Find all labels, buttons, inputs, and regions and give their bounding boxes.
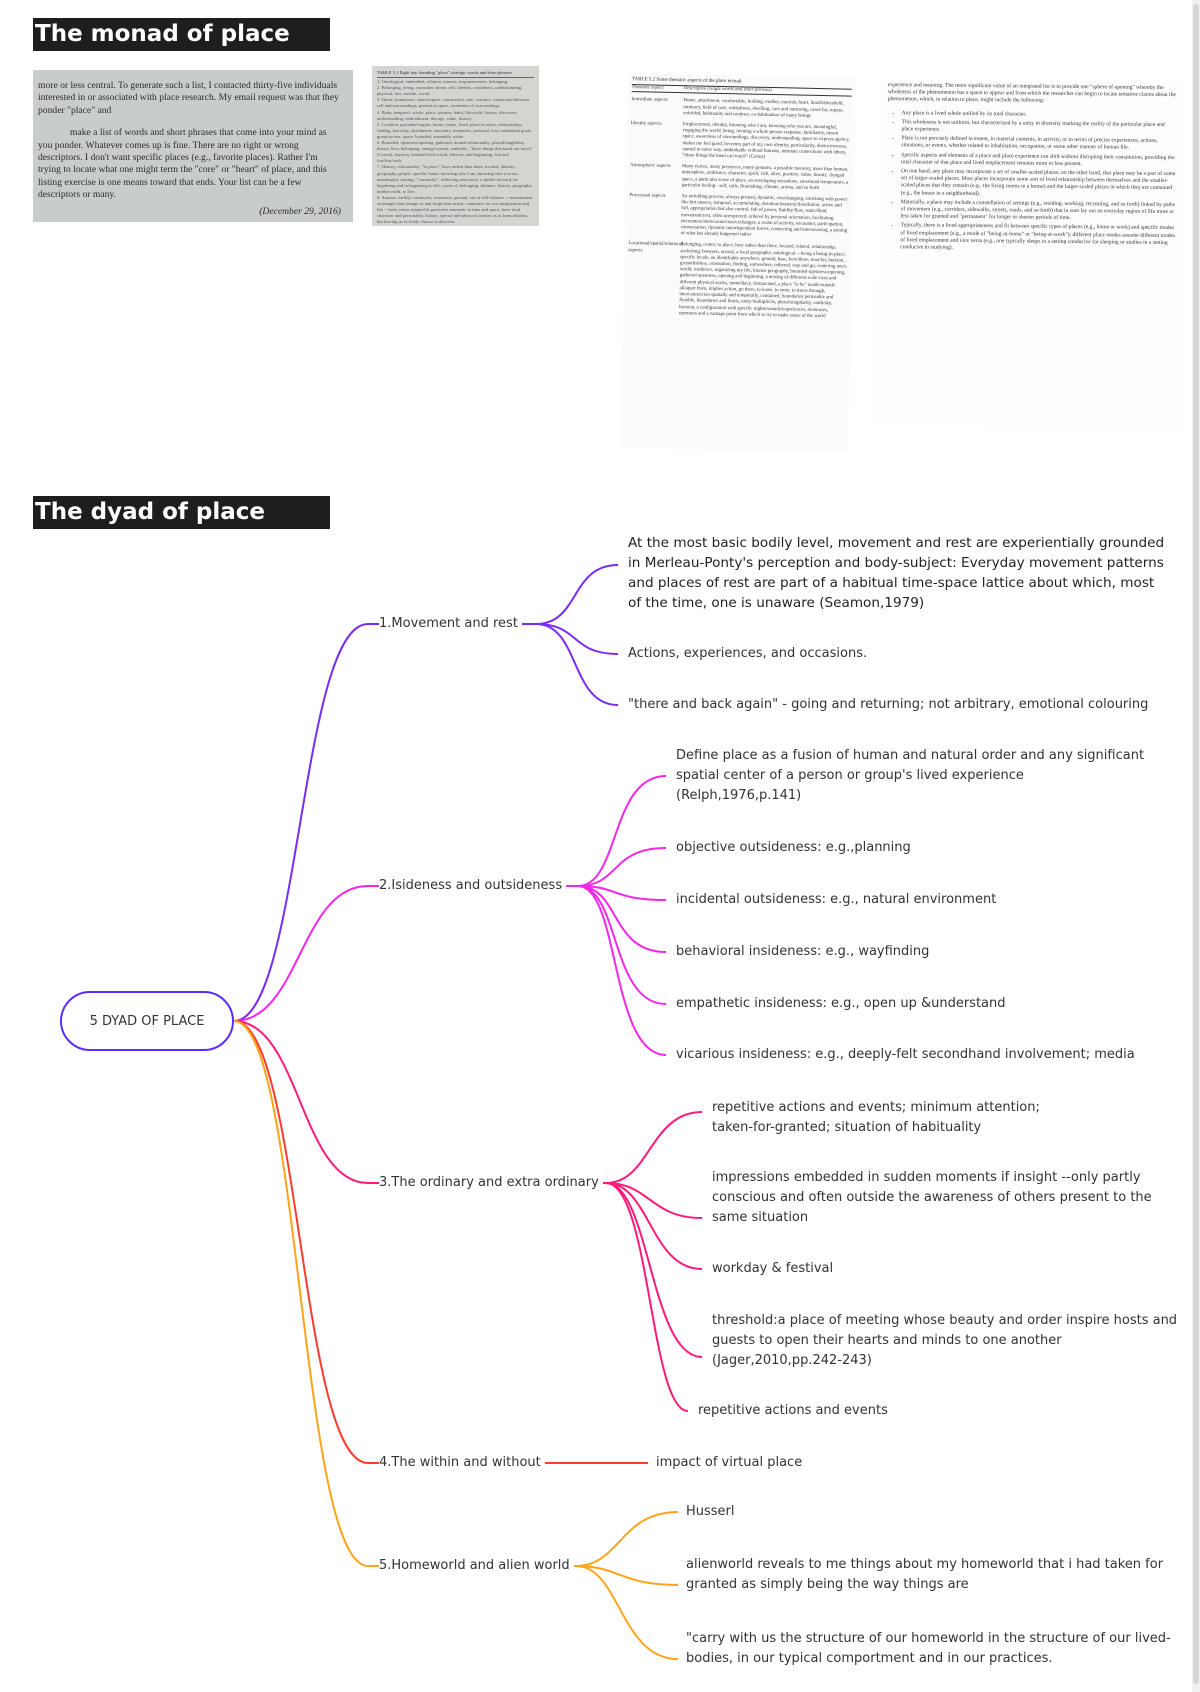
leaf-ordinary-1[interactable]: repetitive actions and events; minimum attention; taken-for-granted; situation of habituality — [712, 1100, 1040, 1135]
table-row-text: Emplacement, identity, knowing who I am, knowing who you are, meaningful, engaging the world, being, inviting a whole-person response, familiarity, meant space, awareness of surroundings, discovery, understanding, space to express agency, makes me feel good, becomes part of my own identity, particularity, distinctiveness, named in some way, unthinkable without humans, intimate connections with others, "those things the hand can touch" (Cortez) — [682, 122, 850, 160]
connector-root-branch2 — [234, 886, 368, 1021]
branch-label-ordinary-extraordinary[interactable]: 3.The ordinary and extra ordinary — [379, 1173, 603, 1193]
connector-branch1-child2 — [536, 624, 618, 654]
photo1-paragraph-1: more or less central. To generate such a list, I contacted thirty-five individuals interested in or associated with place research. My email request was that they ponder "place" and — [38, 80, 339, 116]
photo3-col2-head: Descriptive (single words and short phrases) — [683, 86, 772, 94]
table-row-text: Home, attachment, comfortable, holding, mother, nourish, heart, hearth/threshold, intimacy, field of care, settledness, dwelling, care and nurturing, cared for, repose, enfolded, habituality and routines, co-habituation of many beings — [683, 98, 844, 119]
connector-branch5-child3 — [576, 1566, 678, 1659]
connector-branch2-child2 — [578, 848, 666, 886]
photo2-line: 4. Body, temporal, whole, place, journey, habit, lifeworld, history, discovery, understanding, embodiment, therapy, value, history. — [377, 109, 518, 121]
list-item: • Specific aspects and elements of a place and place experience can shift without disrupting their constitution, providing the total character of that place and lived emplacement remains more or less present. — [901, 152, 1177, 169]
branch-label-within-without[interactable]: 4.The within and without — [379, 1453, 545, 1473]
table-row — [630, 121, 851, 163]
table-row-label: Processual aspects — [629, 193, 666, 199]
connector-branch2-child5 — [578, 886, 666, 1004]
leaf-homeworld-2[interactable]: alienworld reveals to me things about my homeworld that i had taken for granted as simply being the way things are — [686, 1557, 1164, 1592]
leaf-ordinary-3[interactable]: workday & festival — [712, 1261, 834, 1276]
connector-branch3-child4 — [606, 1183, 702, 1357]
connector-root-branch4 — [234, 1021, 368, 1463]
photo2-line: 8. Anyone, earthly, continuity, resonance, ground, out of self-reliance -- nourishment exchanges that change us and shape thus much, containers for our imagination and life -- body exists situated in particular moments in time and space, have local character and personality, history, special and physical, invites us to form relation, but leaving us to freely choose to discover. — [377, 194, 533, 225]
connector-branch2-child1 — [578, 776, 666, 886]
table-row-text: Many voices, many presences, many gestures, a possible memory, more than human, atmosphere, ambience, character, spirit, rich, alive, positive, value, beauty, charged space, a particular sense of place, an enveloping sensations, emotional temperature, a particular feeling - self, calls, flourishing, climate, aroma, and so forth — [681, 164, 849, 191]
mindmap-root-node[interactable]: 5 DYAD OF PLACE — [60, 991, 234, 1051]
list-item: • Any place is a lived whole unified by its total character. — [902, 110, 1178, 120]
leaf-ordinary-5[interactable]: repetitive actions and events — [698, 1403, 888, 1418]
leaf-insideness-5[interactable]: empathetic insideness: e.g., open up &understand — [676, 996, 1006, 1011]
connector-root-branch5 — [234, 1021, 368, 1566]
list-item: • This wholeness is not uniform, but characterized by a unity in diversity marking the reality of the particular place and place experience. — [901, 119, 1177, 136]
table-row-label: Immediate aspects — [631, 97, 668, 104]
list-item: • Materially, a place may include a constellation of settings (e.g., residing, working, recreating, and so forth) linked by paths of movement (e.g., corridors, sidewalks, streets, roads, and so forth) that in sum lay out an everyday region of life more or less taken for granted and "permanent" for longer or shorter periods of time. — [901, 199, 1177, 223]
photo2-line: 7. History, relationality, "to place," have ardent than three, located, identity, geography, people, specific home, knowing who I am, knowing who you are, meaningful, rooting, "constantly", reflecting and mood, a shelter forward, be beginning and in-beginning to life, a part of, belonging, distance, history, geography, mother earth, to live. — [377, 164, 533, 194]
book-page-photo-1[interactable] — [33, 70, 353, 222]
connector-root-branch3 — [234, 1021, 368, 1183]
table-row-text: Belonging, center, to place, here rather than there, located, related, relationship, anchoring, between, arrival, a local geography, ontological -- being a being-in-place, specific locale, an identifiable anywhere, ground, base, here/there, near/far, horizon, groundedness, orientation, finding, somewhere, tethered, stay and go, centering one's world, residence, organizing my life, known geography, bounded-openness/opening, gathered openness, opening and beginning, a nesting of different scale sizes and different physical scales, immediacy, demarcated, a place "to be" inside/outside all/apart from, implies action, go there, to leave, to enter, to move through, interconnection spatially and temporally, contained, boundaries permeable and flexible, boundaries and limits, unity/multiplicity, plural/singularity, earth/sky, horizon, a configuration with specific nights/sounds/experiences, memories, openness and a vantage point from which to try to make sense of the world — [678, 242, 847, 319]
photo2-line: 1. Ontological, embedded, relation, interest, responsiveness, belonging. — [377, 79, 509, 85]
connector-branch2-child6 — [578, 886, 666, 1055]
connector-branch3-child1 — [606, 1112, 702, 1183]
leaf-within-without-1[interactable]: impact of virtual place — [656, 1455, 803, 1470]
scrollbar-thumb[interactable] — [1193, 4, 1199, 1684]
list-item: • Typically, there is a lived appropriateness and fit between specific types of places (e.g., home or work) and specific modes of lived emplacement (e.g., a mode of "being-at-home" or "being-at-work"); different place modes assume different modes of lived emplacement and vice versa (e.g., one typically sleeps in a setting conducive for sleeping or studies in a setting conducive to studying). — [900, 223, 1176, 255]
photo1-date: (December 29, 2016) — [259, 205, 341, 217]
leaf-ordinary-4[interactable]: threshold:a place of meeting whose beauty and order inspire hosts and guests to open their hearts and minds to one another (Jager,2010,pp.242-243) — [712, 1313, 1178, 1368]
leaf-insideness-6[interactable]: vicarious insideness: e.g., deeply-felt secondhand involvement; media — [676, 1047, 1135, 1062]
connector-branch5-child2 — [576, 1566, 678, 1585]
connector-branch3-child2 — [606, 1183, 702, 1218]
connector-branch3-child5 — [606, 1183, 688, 1411]
photo3-caption: TABLE 5.2 Some thematic aspects of the place textual. — [632, 77, 852, 90]
book-bullets-photo[interactable] — [876, 80, 1186, 428]
table-row — [631, 97, 851, 120]
branch-label-movement-rest[interactable]: 1.Movement and rest — [379, 614, 522, 634]
connector-root-branch1 — [234, 624, 368, 1021]
photo2-line: 6. Bounded, openness/opening, gathered, mutual/relationality, placed/tangibility, theory, love, belonging, energy/current, authentic, "those things thin hand can touch" (Cortez), mystery, breathe/lived world, leftover, and beginning, lost and lost/lost/such. — [377, 140, 533, 164]
connector-branch2-child4 — [578, 886, 666, 952]
book-page-photo-2[interactable] — [372, 66, 539, 226]
photo2-line: 3. Home, hometown, shared space, constructed, safe, comfort, connection between self and surroundings, present in space, awareness of surroundings. — [377, 97, 530, 109]
photo4-bullet-list — [886, 110, 1177, 255]
leaf-insideness-4[interactable]: behavioral insideness: e.g., wayfinding — [676, 944, 930, 959]
photo2-line: 2. Belonging, being, encounter, home, self, identity, rootedness, understanding, physical, lost, mobile, social. — [377, 85, 523, 97]
leaf-movement-rest-2[interactable]: Actions, experiences, and occasions. — [628, 646, 868, 661]
table-row-label: Identity aspects — [630, 121, 662, 127]
connector-branch5-child1 — [576, 1512, 678, 1566]
branch-label-homeworld-alienworld[interactable]: 5.Homeworld and alien world — [379, 1556, 574, 1576]
vertical-scrollbar[interactable] — [1192, 0, 1200, 1692]
leaf-movement-rest-1[interactable]: At the most basic bodily level, movement and rest are experientially grounded in Merleau-Ponty's perception and body-subject: Everyday movement patterns and places of rest are part of a habitual time-space lattice about which, most of the time, one is unaware (Seamon,1979) — [628, 535, 1165, 611]
photo2-line: 5. Location, grounded region, home, venue, lived, place location, relationships, finding, knowing, attachment, sanctuary, memories, personal, lost, intentional goals, group-action, space, bounded, ensemble, value. — [377, 121, 532, 139]
book-table-photo[interactable] — [620, 73, 856, 453]
branch-label-insideness-outsideness[interactable]: 2.Isideness and outsideness — [379, 876, 566, 896]
photo2-caption: TABLE 5.1 Eight key founding "place" strategic words and short phrases — [377, 70, 534, 78]
connector-branch1-child3 — [536, 624, 618, 705]
table-row — [629, 193, 850, 241]
connector-branch1-child1 — [536, 565, 618, 624]
photo4-intro: experience and meaning. The more significant value of an integrated list is to provide one "sphere of opening" whereby the wholeness of the phenomenon has a space to appear and from which the researcher can begin to locate tentative claims about the phenomenon, which, in relation to place, might include the following: — [887, 82, 1177, 105]
leaf-insideness-2[interactable]: objective outsideness: e.g.,planning — [676, 840, 911, 855]
section-title-dyad: The dyad of place — [33, 496, 330, 529]
list-item: • On one hand, any place may incorporate a set of smaller-scaled places; on the other hand, that place may be a part of some set of larger-scaled places. Most places incorporate some sort of lived relationship between themselves and the smaller-scaled places that they contain (e.g., the living rooms in a house) and the larger-scaled places in which they are contained (e.g., the house in a neighborhood). — [901, 168, 1177, 200]
photo3-col1-head: Thematic aspect — [631, 85, 664, 91]
table-row-label: Locational/spatial/relational aspects — [628, 241, 684, 254]
leaf-homeworld-3[interactable]: "carry with us the structure of our homeworld in the structure of our lived-bodies, in our typical comportment and in our practices. — [686, 1631, 1171, 1666]
section-title-monad: The monad of place — [33, 18, 330, 51]
photo1-paragraph-2: make a list of words and short phrases that come into your mind as you ponder. Whatever comes up is fine. There are no right or wrong descriptors. I don't want specific places (e.g., favorite places). Rather I'm trying to locate what one might term the "core" or "heart" of place, and this listing exercise is one means toward that ends. Your list can be a few descriptors or many. — [38, 127, 327, 201]
connector-branch2-child3 — [578, 886, 666, 900]
leaf-insideness-3[interactable]: incidental outsideness: e.g., natural environment — [676, 892, 997, 907]
leaf-movement-rest-3[interactable]: "there and back again" - going and returning; not arbitrary, emotional colouring — [628, 697, 1149, 712]
table-row-label: Atmospheric aspects — [630, 163, 671, 170]
table-row — [630, 163, 850, 192]
table-row — [627, 242, 849, 321]
list-item: • Place is not precisely defined in extent, in material contents, in activity, or in terms of precise experiences, actions, situations, or events, whether related to inhabitation, occupation, or some other manner of human life. — [901, 135, 1177, 152]
leaf-insideness-1[interactable]: Define place as a fusion of human and natural order and any significant spatial center of a person or group's lived experience (Relph,1976,p.141) — [676, 748, 1145, 803]
connector-branch3-child3 — [606, 1183, 702, 1269]
leaf-homeworld-1[interactable]: Husserl — [686, 1504, 735, 1519]
table-row-text: An unfolding process, always present, dynamic, everchanging, enriching with power like but unseen, temporal, accumulating, duration/intensity/dissolution, active and full, appropriation but also control, full of power, fluidity/flow, static/fluid, movement/rest, often unexpected, ordered by personal orientation, facilitating encounters/interconnection/exchanges, a realm of activity, encounter, participation, conversation, dynamic interdependent forces, connecting and interweaving, a joining of what has already happened rather — [680, 194, 848, 238]
leaf-ordinary-2[interactable]: impressions embedded in sudden moments if insight --only partly conscious and often outside the awareness of others present to the same situation — [712, 1170, 1152, 1225]
